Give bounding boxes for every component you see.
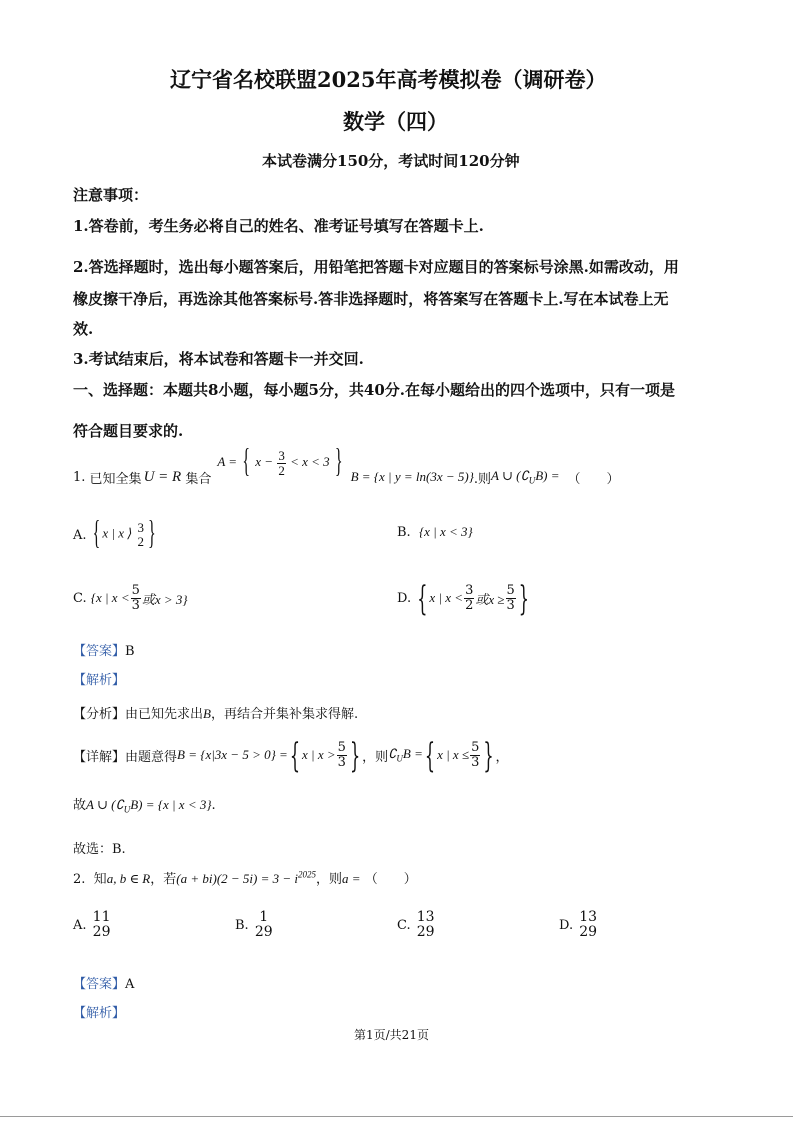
q2-answer-line — [73, 973, 134, 992]
answer-paren: （ ） — [364, 872, 417, 887]
fraction — [578, 910, 598, 939]
numerator: 3 — [278, 447, 285, 463]
denominator: 2 — [465, 597, 474, 613]
notice-item-1: 1.答卷前，考生务必将自己的姓名、准考证号填写在答题卡上. — [73, 217, 484, 235]
q2-equation: (a + bi)(2 − 5i) = 3 − i — [176, 871, 299, 886]
question-number: 2. — [73, 872, 86, 887]
answer-value: B — [125, 644, 135, 659]
numerator: 5 — [131, 582, 140, 598]
analysis-summary — [73, 703, 358, 722]
set-A-definition — [217, 444, 344, 480]
option-d-pre: x | x < — [429, 590, 464, 605]
numerator: 11 — [92, 909, 111, 926]
detail-end: ， — [495, 749, 509, 765]
left-brace: { — [242, 444, 251, 480]
option-b — [397, 524, 473, 540]
fraction — [254, 910, 274, 939]
conclusion-expr: A ∪ (∁ — [86, 797, 124, 812]
page-divider — [0, 1116, 793, 1117]
set-word: 集合 — [185, 471, 212, 487]
fraction — [506, 584, 516, 612]
detail-set: x | x ≤ — [437, 747, 470, 762]
summary-text: 由已知先求出 — [125, 707, 204, 722]
denominator: 29 — [254, 924, 273, 940]
option-a — [73, 515, 158, 555]
expr-sub: U — [528, 475, 536, 486]
option-label: B. — [235, 917, 249, 933]
numerator: 13 — [579, 909, 598, 926]
denominator: 3 — [337, 754, 346, 770]
complement-b: B = — [402, 746, 423, 762]
option-label: D. — [559, 917, 574, 933]
notice-item-3: 3.考试结束后，将本试卷和答题卡一并交回. — [73, 350, 364, 368]
summary-tag: 【分析】 — [73, 707, 126, 722]
numerator: 13 — [416, 909, 435, 926]
if-word: ，若 — [150, 872, 177, 887]
fraction — [131, 584, 141, 612]
q2-option-b — [235, 905, 275, 945]
option-d — [397, 578, 531, 618]
target-expression — [491, 468, 560, 486]
question-2-stem — [73, 868, 417, 887]
numerator: 5 — [471, 739, 480, 755]
denominator: 2 — [137, 534, 145, 549]
exam-info: 本试卷满分150分，考试时间120分钟 — [262, 152, 520, 170]
fraction — [277, 449, 286, 477]
q2-option-c — [397, 905, 437, 945]
conclusion-period: . — [211, 798, 216, 813]
numerator: 5 — [506, 582, 515, 598]
option-label: A. — [73, 917, 87, 933]
summary-var: B — [203, 706, 211, 721]
expr-end: B) = — [535, 468, 560, 484]
detail-eq: B = {x|3x − 5 > 0} = — [177, 747, 288, 762]
option-label: A. — [73, 527, 87, 543]
detail-line — [73, 733, 509, 777]
fraction — [464, 584, 474, 612]
numerator: 3 — [137, 520, 145, 536]
q2-ask: a = — [342, 871, 361, 886]
question-lead: 知 — [93, 872, 107, 887]
notice-item-2: 2.答选择题时，选出每小题答案后，用铅笔把答题卡对应题目的答案标号涂黑.如需改动，用 — [73, 258, 679, 276]
denominator: 2 — [278, 462, 285, 478]
q2-option-d — [559, 905, 599, 945]
right-brace: } — [483, 735, 494, 775]
numerator: 3 — [465, 582, 474, 598]
numerator: 5 — [337, 739, 346, 755]
q2-exponent: 2025 — [298, 869, 317, 880]
then-word: .则 — [473, 471, 492, 487]
denominator: 29 — [579, 924, 598, 940]
detail-pre: 由题意得 — [125, 749, 178, 765]
answer-tag: 【答案】 — [73, 977, 126, 992]
right-brace: } — [334, 444, 343, 480]
section-heading: 一、选择题：本题共8小题，每小题5分，共40分.在每小题给出的四个选项中，只有一项是 — [73, 381, 675, 399]
analysis-tag: 【解析】 — [73, 673, 126, 688]
summary-text-end: ，再结合并集补集求得解. — [210, 707, 359, 722]
denominator: 3 — [471, 754, 480, 770]
option-label: B. — [397, 525, 411, 540]
left-brace: { — [424, 735, 436, 775]
set-A-right: < x < 3 — [290, 453, 330, 469]
notice-item-2-cont: 橡皮擦干净后，再选涂其他答案标号.答非选择题时，将答案写在答题卡上.写在本试卷上无 — [73, 290, 669, 308]
q2-option-a — [73, 905, 113, 945]
conclusion-sub: U — [123, 804, 131, 815]
then-word: ，则 — [316, 872, 343, 887]
fraction — [416, 910, 436, 939]
expr-main: A ∪ (∁ — [491, 468, 529, 484]
denominator: 3 — [131, 597, 140, 613]
detail-set: x | x > — [302, 747, 336, 762]
option-a-expr — [91, 516, 158, 552]
detail-tag: 【详解】 — [73, 749, 126, 765]
complement-symbol: ∁ — [388, 746, 397, 762]
fraction — [92, 910, 112, 939]
notice-item-2-end: 效. — [73, 320, 94, 338]
complement-expr — [388, 746, 423, 764]
section-heading-cont: 符合题目要求的. — [73, 422, 184, 440]
numerator: 1 — [259, 909, 269, 926]
right-brace: } — [518, 578, 529, 618]
page-title: 辽宁省名校联盟2025年高考模拟卷（调研卷） — [170, 67, 607, 92]
subject-title: 数学（四） — [343, 109, 448, 134]
answer-paren: （ ） — [567, 471, 620, 487]
set-B-definition: B = {x | y = ln(3x − 5)} — [350, 469, 474, 484]
fraction — [137, 521, 146, 548]
set-A-left: x − — [255, 453, 274, 469]
complement-sub: U — [396, 753, 403, 764]
answer-line — [73, 640, 135, 659]
conclusion-word: 故 — [73, 798, 87, 813]
universe: U = R — [143, 468, 182, 485]
option-c-pre: {x | x < — [90, 590, 130, 605]
denominator: 3 — [506, 597, 515, 613]
question-1-stem — [73, 444, 620, 502]
fraction — [337, 741, 347, 769]
denominator: 29 — [92, 924, 111, 940]
right-brace: } — [148, 516, 156, 552]
option-c — [73, 578, 188, 618]
option-label: D. — [397, 590, 412, 606]
page-number: 第1页/共21页 — [354, 1028, 429, 1042]
option-a-text: x | x ⟩ — [102, 525, 133, 541]
left-brace: { — [92, 516, 101, 552]
fraction — [470, 741, 480, 769]
conclusion-line — [73, 794, 216, 815]
choice-line: 故选：B. — [73, 842, 126, 857]
notice-heading: 注意事项： — [73, 186, 149, 204]
q2-vars: a, b ∈ R — [106, 871, 151, 886]
question-lead: 已知全集 — [89, 471, 142, 487]
answer-tag: 【答案】 — [73, 644, 126, 659]
left-brace: { — [417, 578, 428, 618]
detail-then: ，则 — [362, 749, 389, 765]
denominator: 29 — [416, 924, 435, 940]
option-label: C. — [397, 917, 411, 933]
option-b-expr: {x | x < 3} — [418, 524, 473, 539]
right-brace: } — [349, 735, 361, 775]
question-number: 1. — [73, 469, 86, 485]
set-A-prefix: A = — [217, 453, 238, 469]
left-brace: { — [289, 735, 301, 775]
option-label: C. — [73, 590, 87, 606]
q2-analysis-tag: 【解析】 — [73, 1006, 126, 1021]
option-d-mid: 或x ≥ — [475, 591, 505, 607]
option-c-post: 或x > 3} — [141, 591, 188, 607]
answer-value: A — [125, 977, 135, 992]
conclusion-end: B) = {x | x < 3} — [130, 797, 212, 812]
